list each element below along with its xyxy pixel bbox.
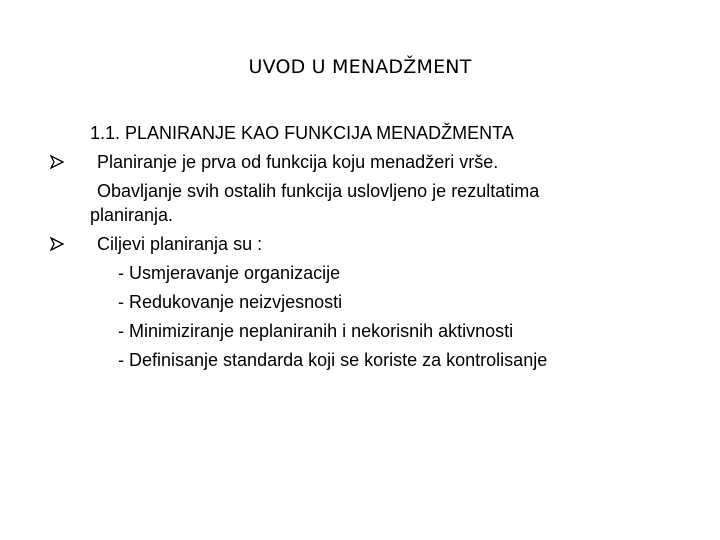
sub-list-item: - Minimiziranje neplaniranih i nekorisnih aktivnosti [118,321,514,341]
sub-list-item: - Definisanje standarda koji se koriste za kontrolisanje [118,350,548,370]
bullet-item: Planiranje je prva od funkcija koju menadžeri vrše. [97,152,499,172]
slide-title: UVOD U MENADŽMENT [248,56,472,78]
sub-list-item: - Usmjeravanje organizacije [118,263,341,283]
bullet-item: Ciljevi planiranja su : [97,234,263,254]
paragraph-line: Obavljanje svih ostalih funkcija uslovljeno je rezultatima [97,181,540,201]
section-heading: 1.1. PLANIRANJE KAO FUNKCIJA MENADŽMENTA [90,123,514,143]
arrowhead-bullet-icon [50,237,64,251]
paragraph-line: planiranja. [90,205,174,225]
sub-list-item: - Redukovanje neizvjesnosti [118,292,343,312]
arrowhead-bullet-icon [50,155,64,169]
